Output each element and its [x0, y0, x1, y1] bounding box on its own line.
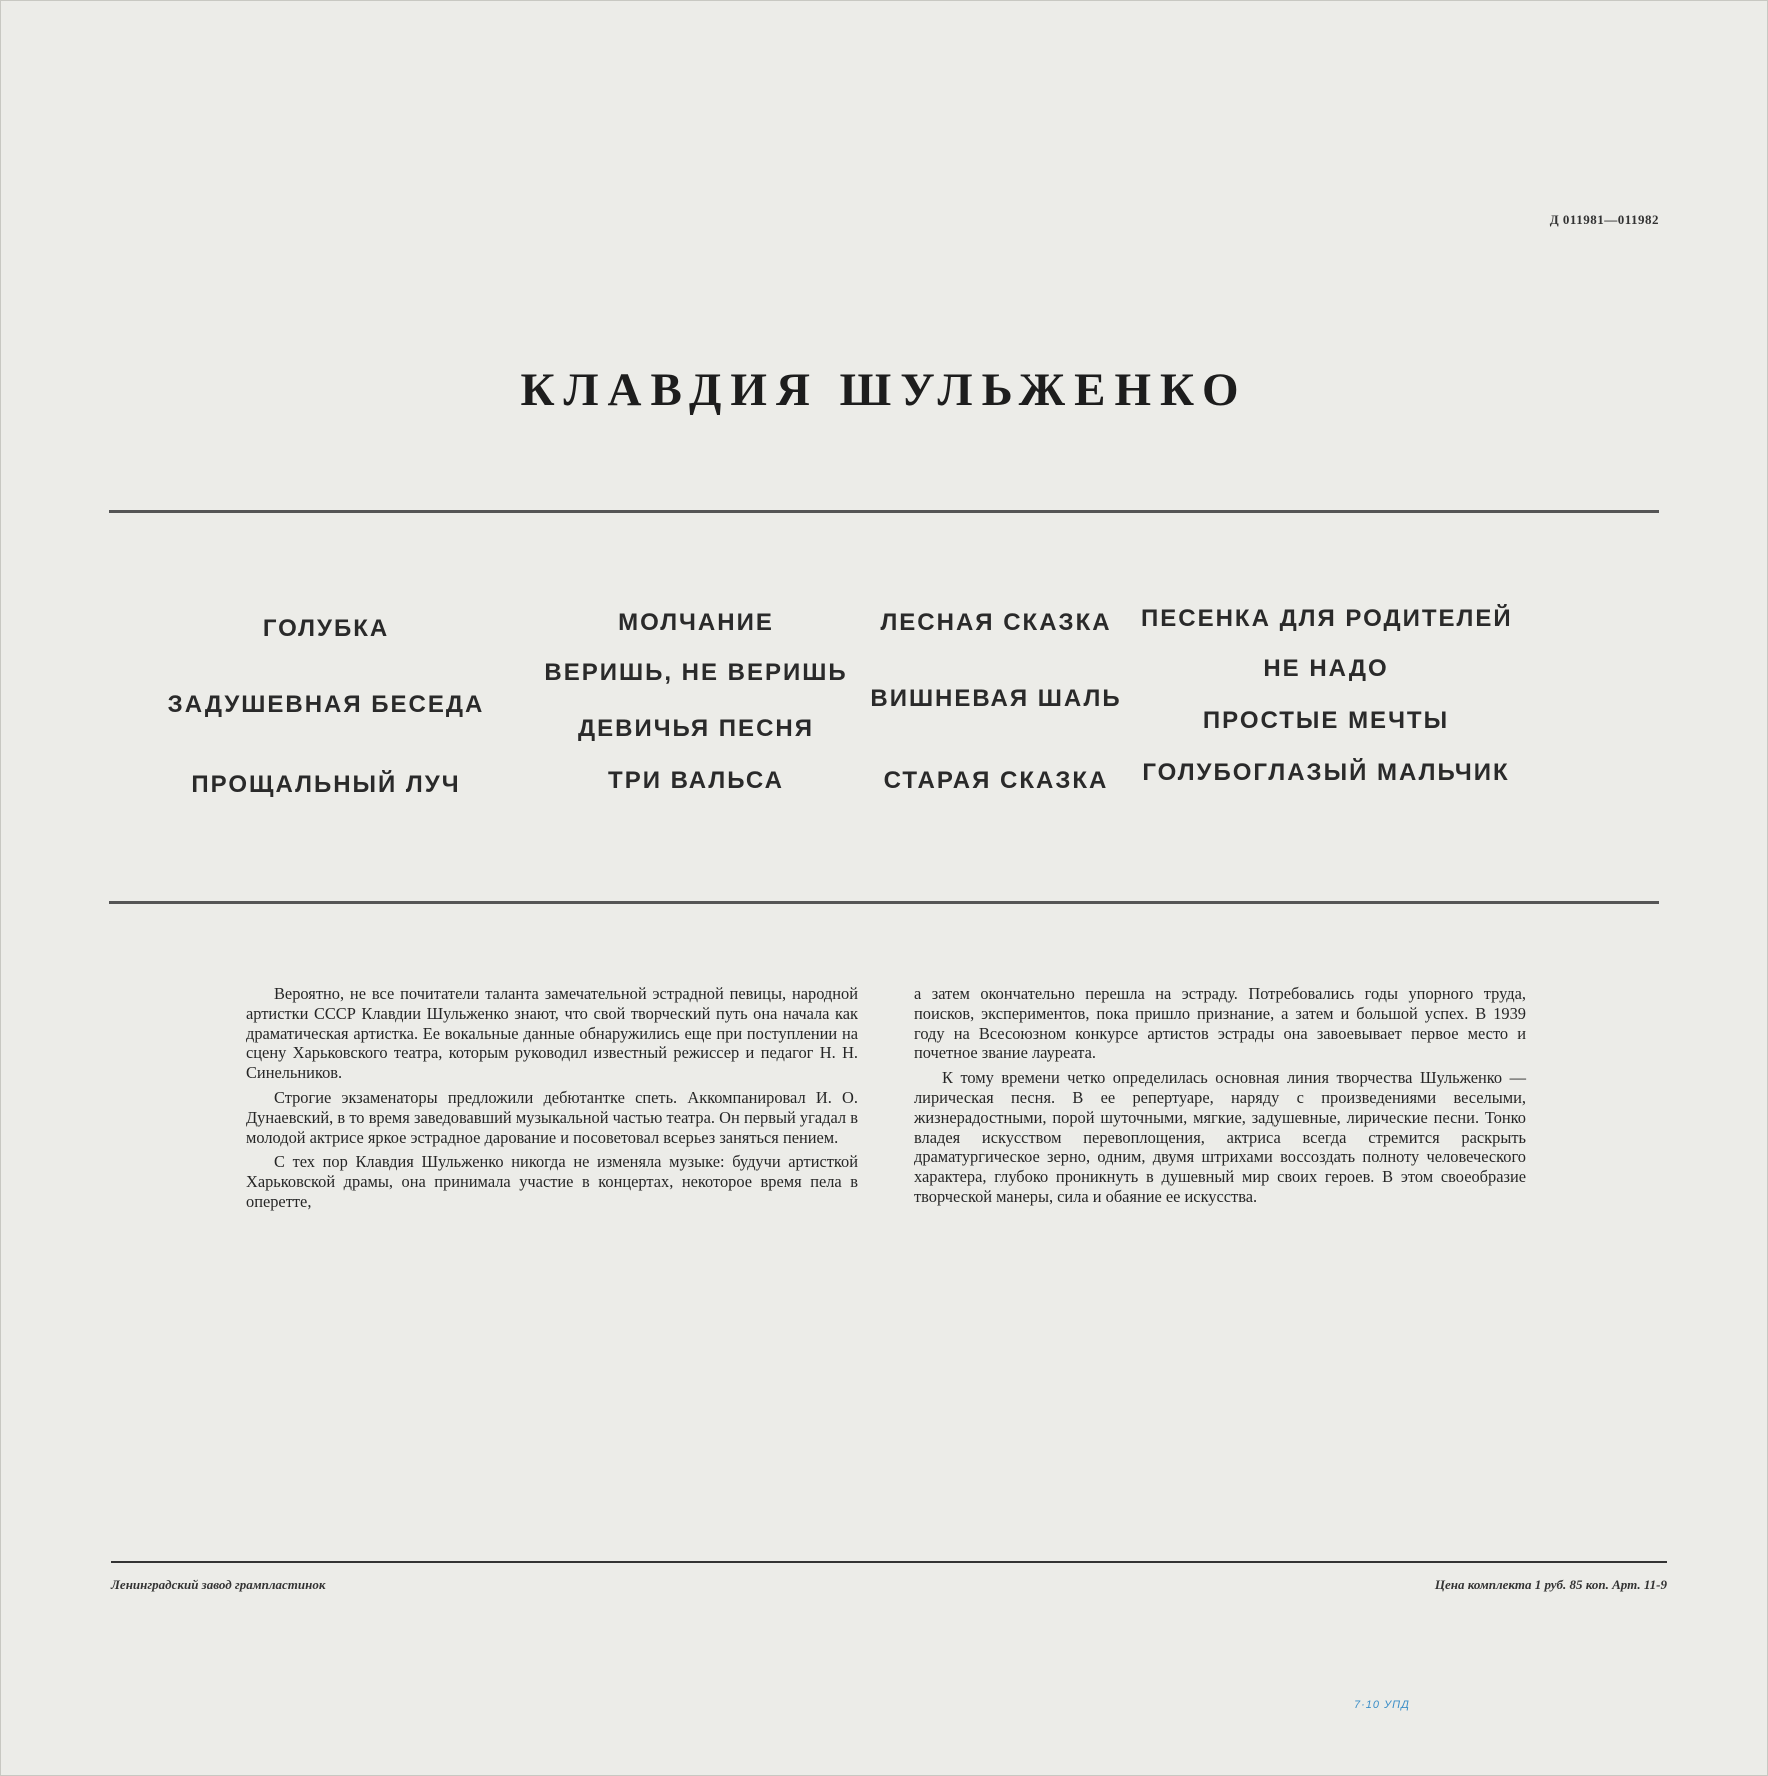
price-label: Цена комплекта 1 руб. 85 коп. Арт. 11-9: [1434, 1577, 1667, 1592]
middle-divider: [109, 901, 1659, 904]
tracklist-column-1: [141, 591, 511, 821]
track-title: ТРИ ВАЛЬСА: [608, 767, 784, 794]
liner-paragraph: Вероятно, не все почитатели таланта замечательной эстрадной певицы, народной артистки СССР Клавдии Шульженко знают, что свой творческий путь она начала как драматическая артистка. Ее вокальные данные обнаружились еще при поступлении на сцену Харьковского театра, которым руководил известный режиссер и педагог Н. Н. Синельников.: [246, 984, 858, 1083]
track-title: ДЕВИЧЬЯ ПЕСНЯ: [578, 715, 814, 742]
liner-notes: [246, 984, 1531, 1304]
track-title: ВИШНЕВАЯ ШАЛЬ: [870, 685, 1122, 712]
catalog-number: Д 011981—011982: [1549, 212, 1659, 227]
tracklist: [141, 591, 1641, 821]
track-title: ГОЛУБОГЛАЗЫЙ МАЛЬЧИК: [1142, 759, 1510, 786]
liner-paragraph: Строгие экзаменаторы предложили дебютантке спеть. Аккомпанировал И. О. Дунаевский, в то время заведовавший музыкальной частью театра. Он первый угадал в молодой актрисе яркое эстрадное дарование и посоветовал всерьез заняться пением.: [246, 1087, 858, 1147]
liner-notes-right-column: [914, 984, 1526, 1207]
track-title: ПЕСЕНКА ДЛЯ РОДИТЕЛЕЙ: [1141, 605, 1513, 632]
track-title: СТАРАЯ СКАЗКА: [883, 767, 1109, 794]
track-title: ЛЕСНАЯ СКАЗКА: [880, 609, 1112, 636]
manufacturer-label: Ленинградский завод грампластинок: [111, 1577, 326, 1592]
top-divider: [109, 510, 1659, 513]
track-title: ЗАДУШЕВНАЯ БЕСЕДА: [167, 691, 485, 718]
ink-stamp: 7·10 УПД: [1354, 1699, 1410, 1711]
tracklist-column-4: [1141, 591, 1511, 821]
track-title: ВЕРИШЬ, НЕ ВЕРИШЬ: [544, 659, 848, 686]
album-title: КЛАВДИЯ ШУЛЬЖЕНКО: [520, 364, 1248, 416]
track-title: ГОЛУБКА: [262, 615, 390, 642]
liner-paragraph: К тому времени четко определилась основная линия творчества Шульженко — лирическая песня. В ее репертуаре, наряду с произведениями веселыми, жизнерадостными, порой шуточными, мягкие, задушевные, лирические песни. Тонко владея искусством перевоплощения, актриса всегда стремится раскрыть драматургическое зерно, одним, двумя штрихами воссоздать полноту человеческого характера, глубоко проникнуть в душевный мир своих героев. В этом своеобразие творческой манеры, сила и обаяние ее искусства.: [914, 1068, 1526, 1206]
liner-paragraph: а затем окончательно перешла на эстраду. Потребовались годы упорного труда, поисков, экспериментов, пока пришло признание, а затем и большой успех. В 1939 году на Всесоюзном конкурсе артистов эстрады она завоевывает первое место и почетное звание лауреата.: [914, 984, 1526, 1063]
track-title: ПРОСТЫЕ МЕЧТЫ: [1202, 707, 1450, 734]
track-title: НЕ НАДО: [1263, 655, 1389, 682]
liner-paragraph: С тех пор Клавдия Шульженко никогда не изменяла музыке: будучи артисткой Харьковской драмы, она принимала участие в концертах, некоторое время пела в оперетте,: [246, 1152, 858, 1211]
liner-notes-left-column: [246, 984, 858, 1212]
track-title: МОЛЧАНИЕ: [618, 609, 774, 636]
tracklist-column-3: [811, 591, 1181, 821]
bottom-divider: [111, 1561, 1667, 1563]
track-title: ПРОЩАЛЬНЫЙ ЛУЧ: [191, 771, 461, 798]
